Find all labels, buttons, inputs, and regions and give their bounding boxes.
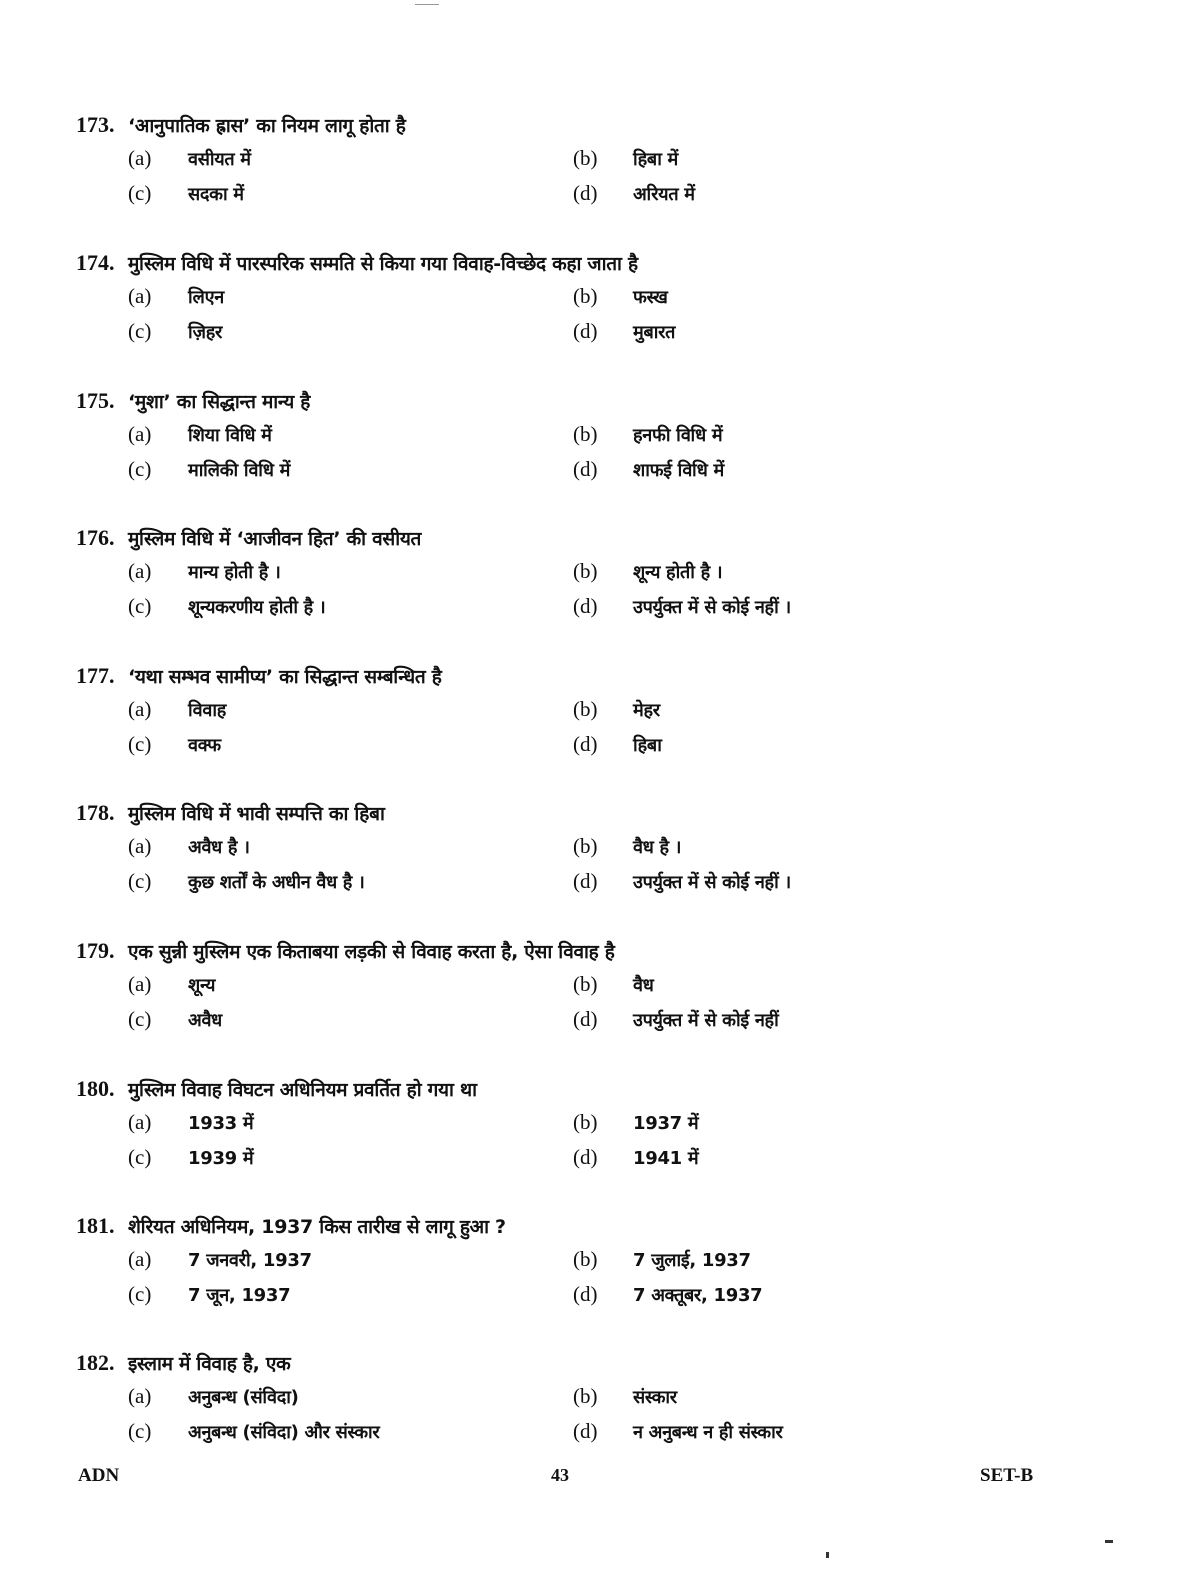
option-text: शाफई विधि में — [633, 460, 724, 481]
option-d — [573, 869, 791, 894]
option-label: (c) — [128, 319, 152, 343]
option-text: वैध है । — [633, 837, 682, 858]
option-c — [128, 1145, 573, 1170]
option-label: (a) — [128, 284, 152, 308]
question-text: एक सुन्नी मुस्लिम एक किताबया लड़की से विवाह करता है, ऐसा विवाह है — [128, 941, 615, 963]
option-d — [573, 1419, 783, 1444]
option-text: अनुबन्ध (संविदा) और संस्कार — [188, 1422, 380, 1443]
option-text: मुबारत — [633, 322, 676, 343]
option-label: (c) — [128, 457, 152, 481]
option-b — [573, 1247, 751, 1272]
option-text: हिबा में — [633, 149, 678, 170]
question-177 — [76, 663, 876, 767]
option-label: (b) — [573, 422, 598, 446]
option-text: अवैध — [188, 1010, 222, 1031]
option-label: (d) — [573, 181, 598, 205]
option-c — [128, 594, 573, 619]
question-number: 173. — [76, 112, 115, 137]
question-number: 180. — [76, 1076, 115, 1101]
option-b — [573, 1384, 677, 1409]
page-number: 43 — [551, 1465, 569, 1485]
option-label: (c) — [128, 181, 152, 205]
question-text: इस्लाम में विवाह है, एक — [128, 1353, 291, 1375]
option-b — [573, 972, 653, 997]
option-label: (a) — [128, 422, 152, 446]
question-173 — [76, 112, 876, 216]
option-d — [573, 1007, 778, 1032]
option-text: लिएन — [188, 287, 224, 308]
question-178 — [76, 800, 876, 904]
option-text: 1933 में — [188, 1113, 254, 1134]
option-label: (d) — [573, 457, 598, 481]
option-label: (a) — [128, 972, 152, 996]
question-180 — [76, 1076, 876, 1180]
scan-speck — [1105, 1540, 1113, 1543]
option-d — [573, 1282, 762, 1307]
option-text: हिबा — [633, 735, 662, 756]
option-label: (a) — [128, 834, 152, 858]
option-text: 1941 में — [633, 1148, 699, 1169]
option-text: अनुबन्ध (संविदा) — [188, 1387, 299, 1408]
option-label: (b) — [573, 559, 598, 583]
option-text: शून्य होती है । — [633, 562, 723, 583]
question-text: ‘मुशा’ का सिद्धान्त मान्य है — [128, 391, 311, 413]
option-label: (d) — [573, 869, 598, 893]
option-label: (a) — [128, 1110, 152, 1134]
option-label: (a) — [128, 146, 152, 170]
option-label: (b) — [573, 697, 598, 721]
option-text: मेहर — [633, 700, 660, 721]
option-b — [573, 146, 678, 171]
option-c — [128, 1282, 573, 1307]
set-label: SET-B — [980, 1465, 1034, 1486]
option-a — [128, 422, 573, 447]
question-number: 179. — [76, 938, 115, 963]
question-number: 181. — [76, 1213, 115, 1238]
option-a — [128, 1247, 573, 1272]
question-number: 177. — [76, 663, 115, 688]
option-text: ज़िहर — [188, 322, 223, 343]
option-text: वक्फ — [188, 735, 221, 756]
scan-speck — [826, 1552, 829, 1558]
question-number: 175. — [76, 388, 115, 413]
option-text: 1939 में — [188, 1148, 254, 1169]
question-number: 178. — [76, 800, 115, 825]
option-b — [573, 284, 668, 309]
option-text: 7 जनवरी, 1937 — [188, 1250, 312, 1271]
question-text: शेरियत अधिनियम, 1937 किस तारीख से लागू हुआ ? — [128, 1216, 506, 1238]
option-text: सदका में — [188, 184, 244, 205]
option-d — [573, 594, 791, 619]
option-c — [128, 1007, 573, 1032]
option-label: (d) — [573, 319, 598, 343]
option-text: फस्ख — [633, 287, 668, 308]
option-d — [573, 1145, 698, 1170]
question-181 — [76, 1213, 876, 1317]
option-label: (b) — [573, 1110, 598, 1134]
footer-code: ADN — [78, 1465, 120, 1486]
option-label: (b) — [573, 972, 598, 996]
option-b — [573, 697, 660, 722]
option-text: उपर्युक्त में से कोई नहीं । — [633, 872, 791, 893]
option-label: (d) — [573, 732, 598, 756]
option-b — [573, 1110, 698, 1135]
option-text: उपर्युक्त में से कोई नहीं — [633, 1010, 779, 1031]
option-b — [573, 422, 722, 447]
option-d — [573, 319, 675, 344]
option-label: (a) — [128, 1384, 152, 1408]
option-a — [128, 284, 573, 309]
option-label: (c) — [128, 1145, 152, 1169]
option-text: उपर्युक्त में से कोई नहीं । — [633, 597, 791, 618]
option-text: वसीयत में — [188, 149, 251, 170]
option-label: (c) — [128, 869, 152, 893]
question-text: ‘आनुपातिक ह्रास’ का नियम लागू होता है — [128, 115, 406, 137]
option-c — [128, 732, 573, 757]
option-text: शिया विधि में — [188, 425, 272, 446]
question-179 — [76, 938, 876, 1042]
option-c — [128, 869, 573, 894]
option-a — [128, 697, 573, 722]
option-label: (b) — [573, 146, 598, 170]
option-label: (d) — [573, 1145, 598, 1169]
option-text: कुछ शर्तों के अधीन वैध है । — [188, 872, 365, 893]
option-text: न अनुबन्ध न ही संस्कार — [633, 1422, 783, 1443]
option-label: (d) — [573, 1419, 598, 1443]
question-text: मुस्लिम विधि में ‘आजीवन हित’ की वसीयत — [128, 528, 422, 550]
option-a — [128, 972, 573, 997]
question-number: 182. — [76, 1350, 115, 1375]
option-label: (b) — [573, 284, 598, 308]
option-label: (c) — [128, 594, 152, 618]
option-text: अवैध है । — [188, 837, 250, 858]
option-label: (b) — [573, 1384, 598, 1408]
option-d — [573, 181, 695, 206]
option-label: (c) — [128, 1419, 152, 1443]
option-a — [128, 559, 573, 584]
option-text: मालिकी विधि में — [188, 460, 291, 481]
option-label: (d) — [573, 1282, 598, 1306]
option-text: हनफी विधि में — [633, 425, 723, 446]
option-text: मान्य होती है । — [188, 562, 281, 583]
option-text: 7 जून, 1937 — [188, 1285, 291, 1306]
option-b — [573, 559, 722, 584]
option-text: 7 अक्तूबर, 1937 — [633, 1285, 763, 1306]
question-text: मुस्लिम विधि में पारस्परिक सम्मति से किया गया विवाह-विच्छेद कहा जाता है — [128, 253, 638, 275]
option-text: शून्यकरणीय होती है । — [188, 597, 326, 618]
option-c — [128, 319, 573, 344]
option-c — [128, 457, 573, 482]
option-b — [573, 834, 681, 859]
option-label: (d) — [573, 1007, 598, 1031]
option-text: विवाह — [188, 700, 226, 721]
option-a — [128, 834, 573, 859]
option-a — [128, 1384, 573, 1409]
option-d — [573, 457, 724, 482]
question-174 — [76, 250, 876, 354]
option-label: (a) — [128, 697, 152, 721]
option-text: 7 जुलाई, 1937 — [633, 1250, 751, 1271]
question-182 — [76, 1350, 876, 1454]
option-label: (c) — [128, 1007, 152, 1031]
option-c — [128, 1419, 573, 1444]
option-a — [128, 146, 573, 171]
option-text: 1937 में — [633, 1113, 699, 1134]
question-text: मुस्लिम विधि में भावी सम्पत्ति का हिबा — [128, 803, 385, 825]
option-label: (b) — [573, 1247, 598, 1271]
option-a — [128, 1110, 573, 1135]
option-label: (c) — [128, 1282, 152, 1306]
scan-mark — [415, 4, 439, 5]
option-text: अरियत में — [633, 184, 695, 205]
option-label: (c) — [128, 732, 152, 756]
option-label: (a) — [128, 1247, 152, 1271]
option-text: वैध — [633, 975, 654, 996]
question-number: 176. — [76, 525, 115, 550]
option-label: (a) — [128, 559, 152, 583]
question-176 — [76, 525, 876, 629]
question-number: 174. — [76, 250, 115, 275]
option-c — [128, 181, 573, 206]
option-text: शून्य — [188, 975, 216, 996]
option-text: संस्कार — [633, 1387, 677, 1408]
question-175 — [76, 388, 876, 492]
option-label: (d) — [573, 594, 598, 618]
question-text: मुस्लिम विवाह विघटन अधिनियम प्रवर्तित हो गया था — [128, 1079, 477, 1101]
option-d — [573, 732, 662, 757]
question-text: ‘यथा सम्भव सामीप्य’ का सिद्धान्त सम्बन्धित है — [128, 666, 442, 688]
option-label: (b) — [573, 834, 598, 858]
